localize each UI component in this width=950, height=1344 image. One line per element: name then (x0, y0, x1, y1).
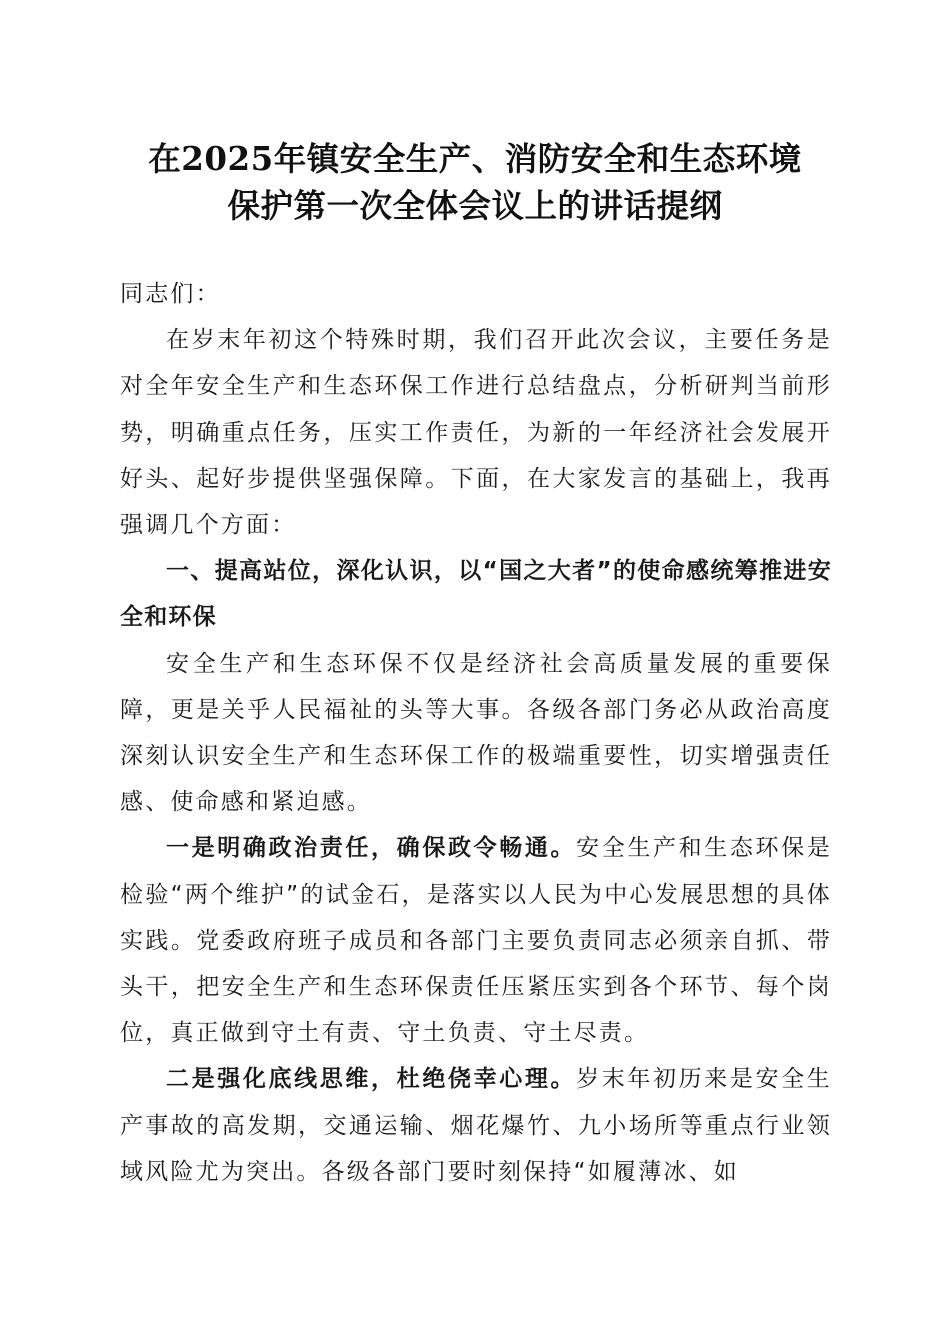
document-title (60, 135, 890, 229)
point-1-text: 安全生产和生态环保是检验“两个维护”的试金石，是落实以人民为中心发展思想的具体实践。党委政府班子成员和各部门主要负责同志必须亲自抓、带头干，把安全生产和生态环保责任压紧压实到各个环节、每个岗位，真正做到守土有责、守土负责、守土尽责。 (120, 835, 833, 1047)
point-2-paragraph (120, 1056, 832, 1195)
intro-paragraph: 在岁末年初这个特殊时期，我们召开此次会议，主要任务是对全年安全生产和生态环保工作进行总结盘点，分析研判当前形势，明确重点任务，压实工作责任，为新的一年经济社会发展开好头、起好步提供坚强保障。下面，在大家发言的基础上，我再强调几个方面： (120, 327, 832, 539)
point-2-lead: 二是强化底线思维，杜绝侥幸心理。 (166, 1066, 577, 1093)
point-2-text: 岁末年初历来是安全生产事故的高发期，交通运输、烟花爆竹、九小场所等重点行业领域风险尤为突出。各级各部门要时刻保持“如履薄冰、如 (120, 1066, 833, 1185)
point-1-lead: 一是明确政治责任，确保政令畅通。 (166, 835, 577, 862)
salutation: 同志们： (120, 281, 221, 307)
section-1-heading: 一、提高站位，深化认识，以“国之大者”的使命感统筹推进安全和环保 (120, 558, 832, 631)
title-line-2: 保护第一次全体会议上的讲话提纲 (227, 186, 723, 225)
section-1-paragraph: 安全生产和生态环保不仅是经济社会高质量发展的重要保障，更是关乎人民福祉的头等大事。各级各部门务必从政治高度深刻认识安全生产和生态环保工作的极端重要性，切实增强责任感、使命感和紧迫感。 (120, 650, 832, 816)
point-1-paragraph (120, 825, 832, 1056)
document-body (120, 271, 832, 1195)
title-line-1: 在2025年镇安全生产、消防安全和生态环境 (148, 139, 802, 178)
